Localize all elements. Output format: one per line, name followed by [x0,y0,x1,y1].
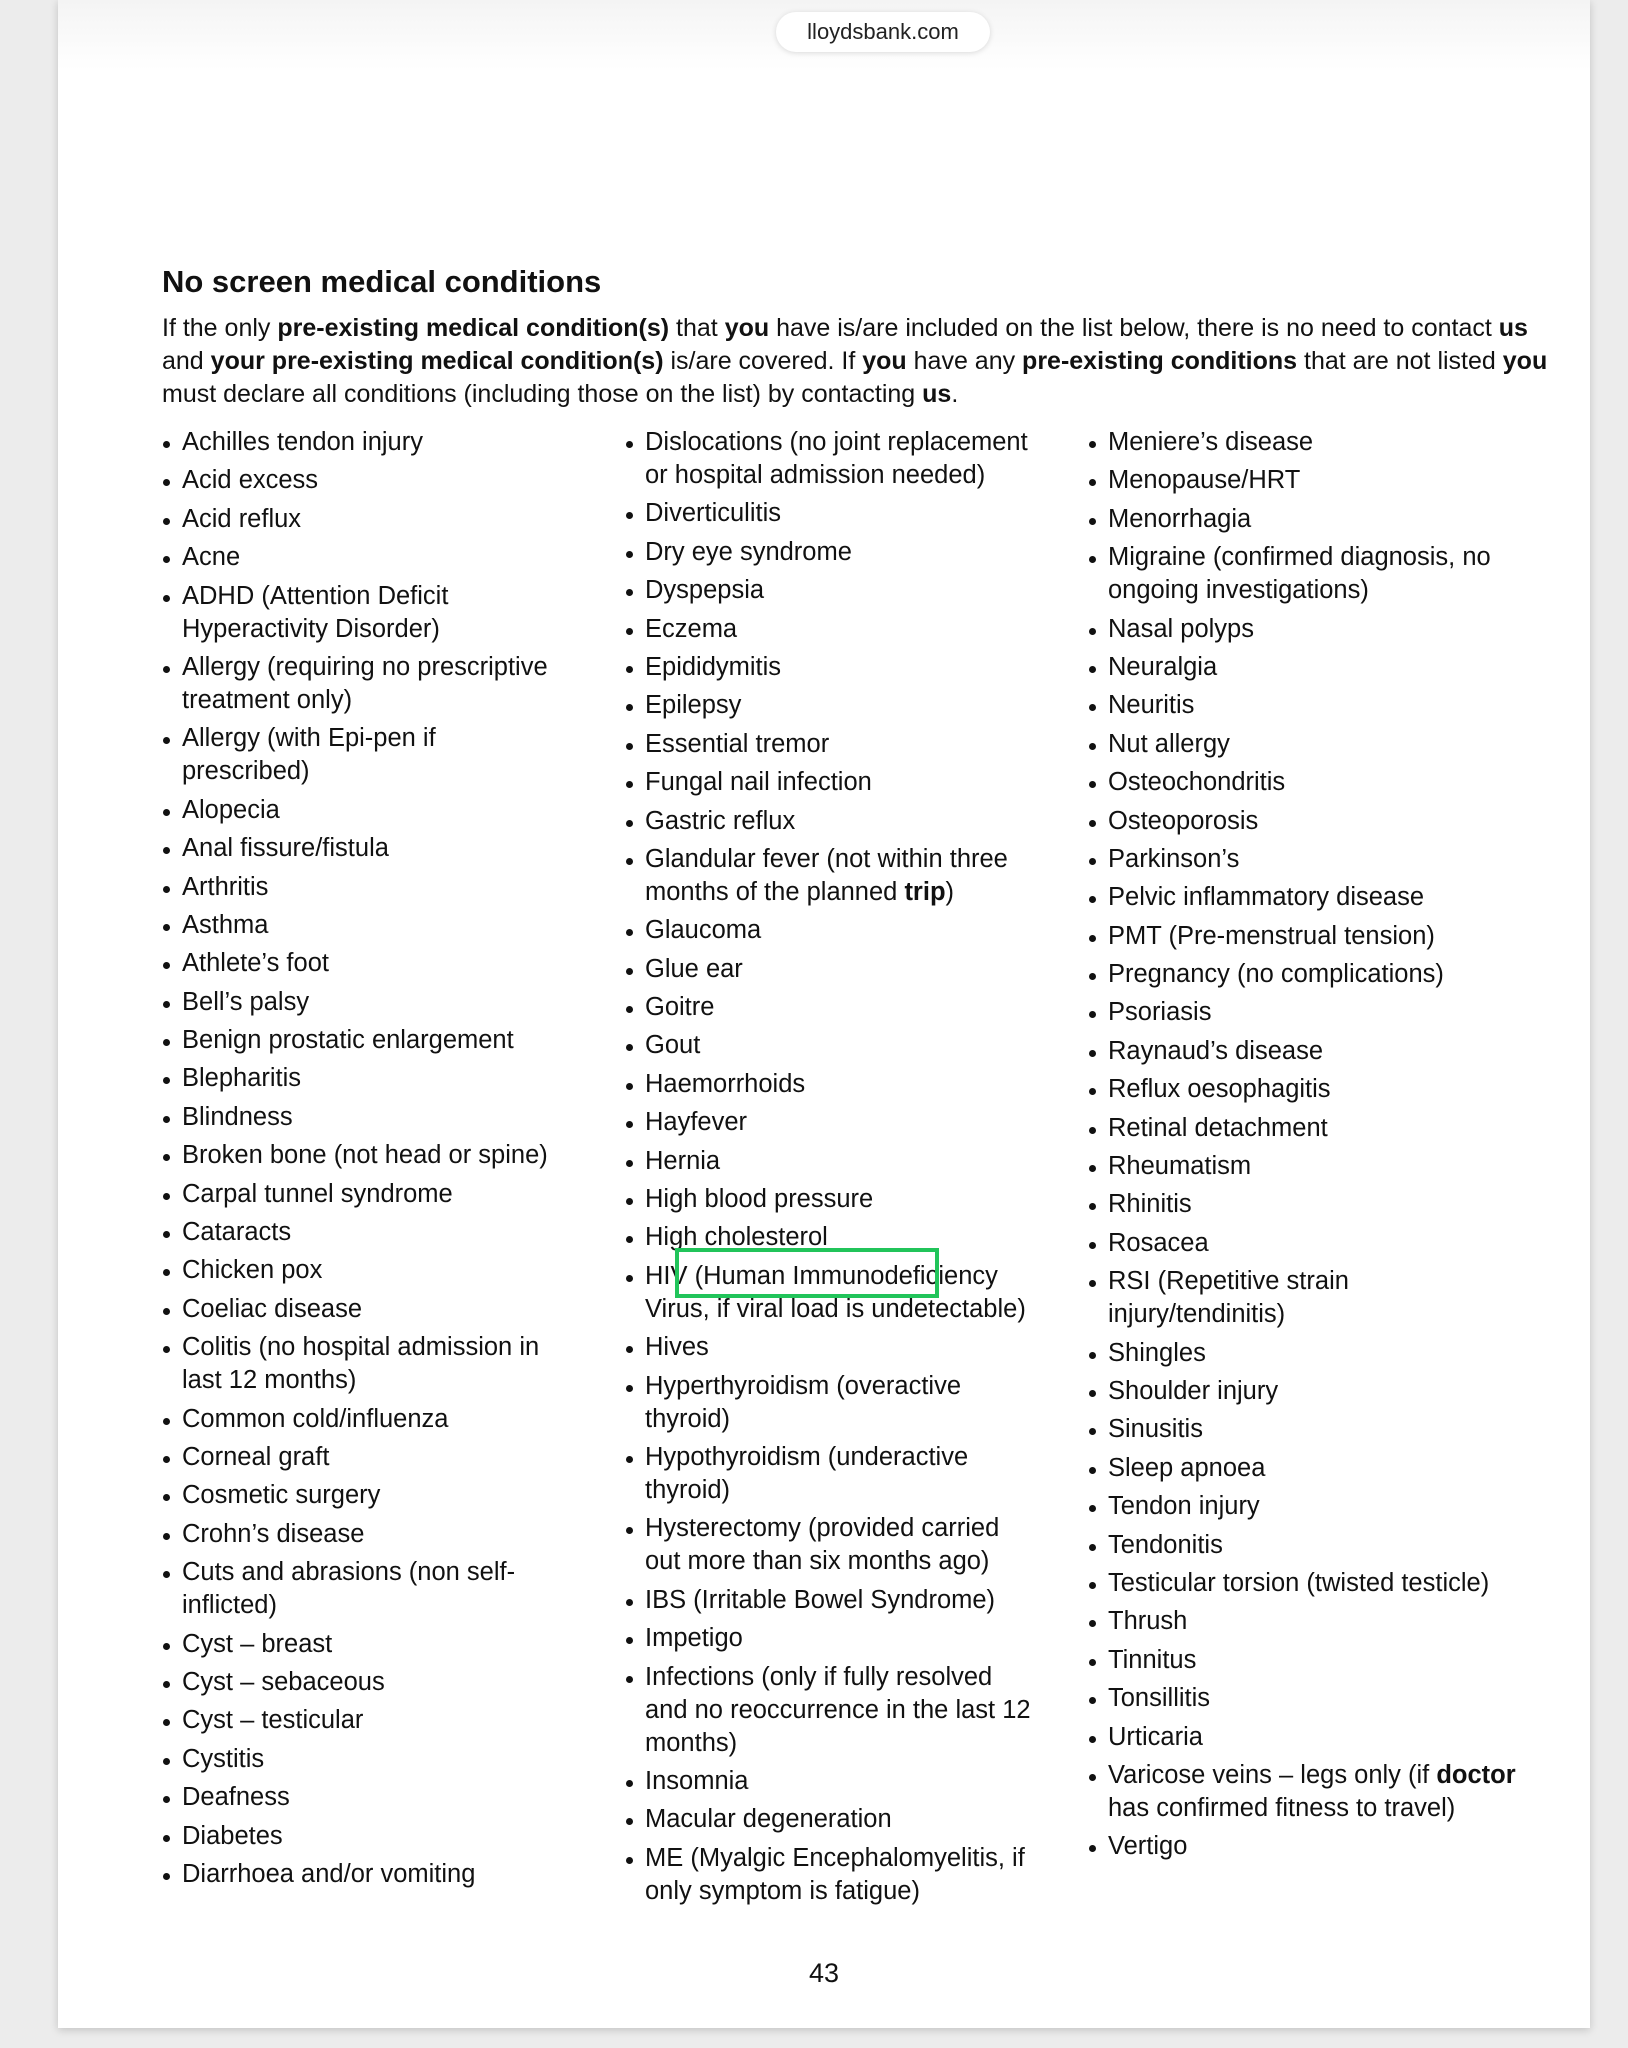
intro-bold: pre-existing medical condition(s) [277,314,670,342]
condition-item: Osteochondritis [1088,766,1528,799]
condition-item: Arthritis [162,871,562,904]
condition-item: Acne [162,541,562,574]
condition-item: Cyst – breast [162,1628,562,1661]
condition-item: Hysterectomy (provided carried out more than six months ago) [625,1512,1035,1578]
condition-item: Rhinitis [1088,1188,1528,1221]
condition-item: Goitre [625,991,1035,1024]
intro-bold: pre-existing conditions [1022,347,1298,375]
condition-item: Impetigo [625,1622,1035,1655]
condition-item: Broken bone (not head or spine) [162,1139,562,1172]
condition-item: Epididymitis [625,651,1035,684]
condition-item: Nasal polyps [1088,613,1528,646]
condition-item: Diarrhoea and/or vomiting [162,1858,562,1891]
intro-text: must declare all conditions (including those on the list) by contacting [162,380,923,408]
condition-item: ADHD (Attention Deficit Hyperactivity Disorder) [162,580,562,646]
condition-item: Hypothyroidism (underactive thyroid) [625,1441,1035,1507]
condition-item: Raynaud’s disease [1088,1035,1528,1068]
condition-item: Achilles tendon injury [162,426,562,459]
condition-item: Parkinson’s [1088,843,1528,876]
condition-item: RSI (Repetitive strain injury/tendinitis) [1088,1265,1528,1331]
condition-item: Tendonitis [1088,1529,1528,1562]
condition-item: Deafness [162,1781,562,1814]
condition-item: Glandular fever (not within three months of the planned trip) [625,843,1035,909]
condition-item: Shingles [1088,1337,1528,1370]
condition-item: Vertigo [1088,1830,1528,1863]
section-title: No screen medical conditions [162,264,602,299]
condition-item: High cholesterol [625,1221,1035,1254]
condition-item: Meniere’s disease [1088,426,1528,459]
condition-item: Common cold/influenza [162,1403,562,1436]
condition-item: Rheumatism [1088,1150,1528,1183]
intro-text: have any [906,347,1023,375]
intro-text: that [669,314,725,342]
condition-item: Shoulder injury [1088,1375,1528,1408]
condition-item: Infections (only if fully resolved and no reoccurrence in the last 12 months) [625,1661,1035,1760]
conditions-list [1088,426,1528,1863]
condition-item: Diverticulitis [625,497,1035,530]
condition-item: Menorrhagia [1088,503,1528,536]
url-bar[interactable] [776,12,990,52]
condition-item: Dyspepsia [625,574,1035,607]
condition-item: Eczema [625,613,1035,646]
condition-item: Hives [625,1331,1035,1364]
condition-item: Blindness [162,1101,562,1134]
intro-text: is/are covered. If [663,347,863,375]
condition-item: Gout [625,1029,1035,1062]
page-number: 43 [808,1958,840,1988]
intro-bold: you [862,347,907,375]
condition-item: Bell’s palsy [162,986,562,1019]
conditions-column-3 [1088,426,1528,1869]
condition-item: Neuritis [1088,689,1528,722]
condition-item: Fungal nail infection [625,766,1035,799]
condition-item: Allergy (with Epi-pen if prescribed) [162,722,562,788]
condition-item: Sinusitis [1088,1413,1528,1446]
intro-paragraph [162,312,1554,411]
condition-item: Pregnancy (no complications) [1088,958,1528,991]
condition-item: Hernia [625,1145,1035,1178]
condition-item: Thrush [1088,1605,1528,1638]
condition-item: Cosmetic surgery [162,1479,562,1512]
condition-item: Chicken pox [162,1254,562,1287]
condition-item: Neuralgia [1088,651,1528,684]
condition-item: Cyst – testicular [162,1704,562,1737]
intro-bold: your pre-existing medical condition(s) [210,347,664,375]
conditions-list [625,426,1035,1908]
condition-item: Epilepsy [625,689,1035,722]
condition-item: Migraine (confirmed diagnosis, no ongoing investigations) [1088,541,1528,607]
condition-item: Nut allergy [1088,728,1528,761]
condition-item: Dislocations (no joint replacement or hospital admission needed) [625,426,1035,492]
condition-item: Corneal graft [162,1441,562,1474]
condition-item: Coeliac disease [162,1293,562,1326]
condition-item: Hyperthyroidism (overactive thyroid) [625,1370,1035,1436]
condition-item: Gastric reflux [625,805,1035,838]
condition-item: Cuts and abrasions (non self-inflicted) [162,1556,562,1622]
condition-item: Allergy (requiring no prescriptive treatment only) [162,651,562,717]
condition-item: IBS (Irritable Bowel Syndrome) [625,1584,1035,1617]
condition-item: Varicose veins – legs only (if doctor has confirmed fitness to travel) [1088,1759,1528,1825]
condition-item: Tonsillitis [1088,1682,1528,1715]
condition-item: PMT (Pre-menstrual tension) [1088,920,1528,953]
intro-text: and [162,347,211,375]
condition-item: Glaucoma [625,914,1035,947]
condition-item: Acid excess [162,464,562,497]
conditions-column-1 [162,426,562,1896]
condition-item: Glue ear [625,953,1035,986]
condition-item: Pelvic inflammatory disease [1088,881,1528,914]
condition-item: Testicular torsion (twisted testicle) [1088,1567,1528,1600]
intro-text: . [951,380,959,408]
condition-item: Cataracts [162,1216,562,1249]
document-page [58,0,1590,2028]
condition-item: Athlete’s foot [162,947,562,980]
condition-item: Essential tremor [625,728,1035,761]
intro-text: have is/are included on the list below, there is no need to contact [769,314,1499,342]
condition-item: Reflux oesophagitis [1088,1073,1528,1106]
intro-bold: us [1498,314,1528,342]
condition-item: Cyst – sebaceous [162,1666,562,1699]
condition-item: HIV (Human Immunodeficiency Virus, if viral load is undetectable) [625,1260,1035,1326]
conditions-column-2 [625,426,1035,1913]
condition-item: Urticaria [1088,1721,1528,1754]
intro-bold: you [724,314,770,342]
condition-item: High blood pressure [625,1183,1035,1216]
condition-item: Benign prostatic enlargement [162,1024,562,1057]
section-content [162,258,1562,1905]
condition-item: Psoriasis [1088,996,1528,1029]
intro-text: If the only [162,314,278,342]
condition-item: Hayfever [625,1106,1035,1139]
intro-bold: us [922,380,952,408]
condition-item: Anal fissure/fistula [162,832,562,865]
condition-item: Blepharitis [162,1062,562,1095]
condition-item: Retinal detachment [1088,1112,1528,1145]
condition-item: Colitis (no hospital admission in last 12 months) [162,1331,562,1397]
condition-item: Dry eye syndrome [625,536,1035,569]
intro-bold: you [1502,347,1548,375]
condition-item: Rosacea [1088,1227,1528,1260]
url-text: lloydsbank.com [807,19,959,44]
condition-item: Diabetes [162,1820,562,1853]
condition-item: Sleep apnoea [1088,1452,1528,1485]
highlight-box [675,1248,939,1298]
condition-item: Tinnitus [1088,1644,1528,1677]
condition-item: Carpal tunnel syndrome [162,1178,562,1211]
intro-text: that are not listed [1297,347,1503,375]
condition-item: Acid reflux [162,503,562,536]
condition-item: Tendon injury [1088,1490,1528,1523]
condition-item: Alopecia [162,794,562,827]
condition-item: Cystitis [162,1743,562,1776]
condition-item: Crohn’s disease [162,1518,562,1551]
condition-item: Menopause/HRT [1088,464,1528,497]
condition-item: Macular degeneration [625,1803,1035,1836]
conditions-columns [162,426,1582,1926]
conditions-list [162,426,562,1891]
condition-item: Asthma [162,909,562,942]
condition-item: ME (Myalgic Encephalomyelitis, if only symptom is fatigue) [625,1842,1035,1908]
condition-item: Insomnia [625,1765,1035,1798]
condition-item: Osteoporosis [1088,805,1528,838]
condition-item: Haemorrhoids [625,1068,1035,1101]
